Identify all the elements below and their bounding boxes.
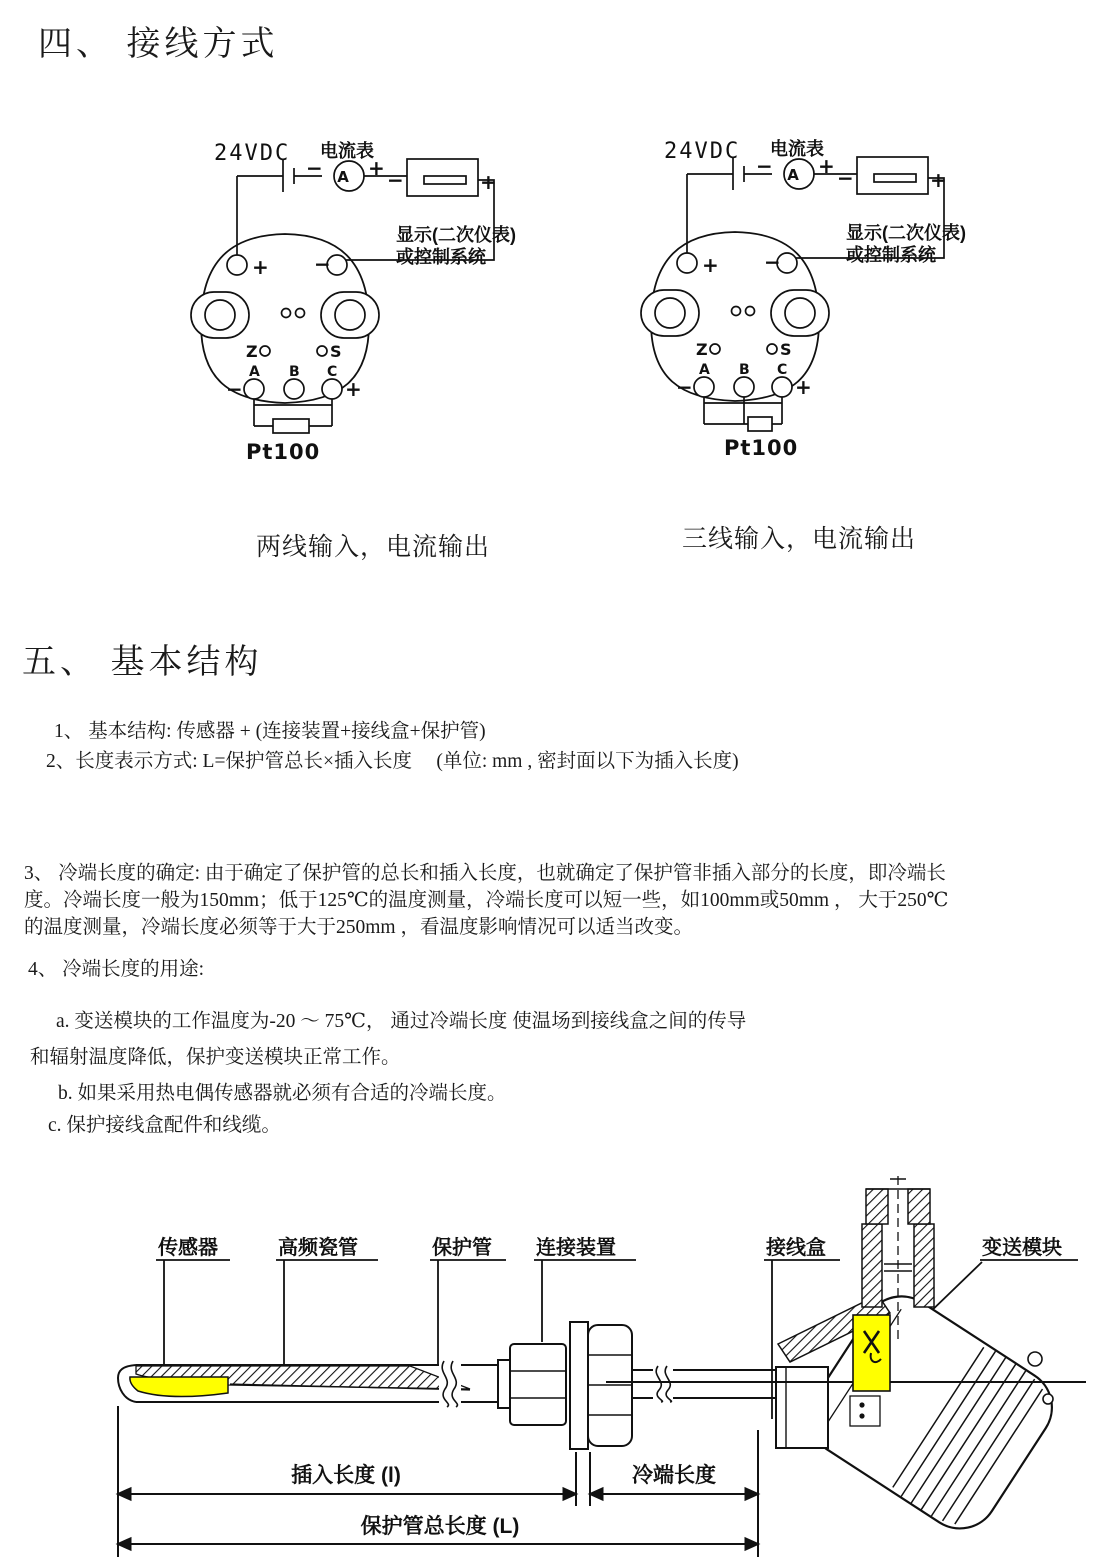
plus-sign: + (480, 170, 497, 194)
plus-sign: + (795, 375, 812, 399)
structure-item-c: c. 保护接线盒配件和线缆。 (48, 1115, 281, 1136)
total-length-label: 保护管总长度 (L) (360, 1515, 520, 1538)
label-connector: 连接装置 (536, 1237, 616, 1259)
terminal-b-label: B (289, 364, 300, 380)
minus-sign: − (676, 375, 693, 399)
tube-break-icon (653, 1366, 673, 1402)
minus-sign: − (314, 252, 331, 276)
minus-sign: − (306, 156, 323, 180)
minus-sign: − (387, 168, 404, 192)
pt100-label: Pt100 (724, 436, 799, 460)
terminal-a-label: A (249, 364, 260, 380)
structure-item-4: 4、 冷端长度的用途: (28, 959, 205, 980)
structure-item-b: b. 如果采用热电偶传感器就必须有合适的冷端长度。 (58, 1083, 507, 1104)
structure-item-2: 2、长度表示方式: L=保护管总长×插入长度 (单位: mm , 密封面以下为插入长度) (46, 751, 739, 772)
junction-box-drawing (606, 1176, 1086, 1543)
tube-break-icon (439, 1361, 461, 1407)
two-wire-wiring-diagram (172, 126, 567, 472)
minus-sign: − (756, 154, 773, 178)
terminal-s-label: S (330, 342, 342, 361)
terminal-b-label: B (739, 362, 750, 378)
plus-sign: + (930, 168, 947, 192)
pt100-three-wire-loop (704, 397, 782, 431)
plus-sign: + (252, 255, 269, 279)
pt100-resistor-icon (748, 417, 772, 431)
caption-two-wire: 两线输入，电流输出 (256, 534, 491, 561)
pt100-two-wire-loop (254, 399, 332, 433)
terminal-z-label: Z (696, 340, 708, 359)
supply-label: 24VDC (214, 141, 291, 166)
plus-sign: + (345, 377, 362, 401)
flange-icon (570, 1322, 588, 1449)
display-label-line2: 或控制系统 (846, 245, 936, 265)
section-structure-title: 五、 基本结构 (22, 644, 263, 681)
connection-device-drawing (498, 1322, 632, 1449)
display-label-line1: 显示(二次仪表) (846, 223, 966, 243)
terminal-c-label: C (777, 362, 788, 378)
plus-sign: + (702, 253, 719, 277)
structure-item-3: 3、 冷端长度的确定: 由于确定了保护管的总长和插入长度，也就确定了保护管非插入部分的长度，即冷端长度。冷端长度一般为150mm；低于125℃的温度测量，冷端长度可以短一些，如100mm或50mm ， 大于250℃的温度测量，冷端长度必须等于大于250mm ，看温度影响情况可以适当改变。 (24, 863, 949, 938)
terminal-z-label: Z (246, 342, 258, 361)
pt100-resistor-icon (273, 419, 309, 433)
terminal-s-label: S (780, 340, 792, 359)
label-junction-box: 接线盒 (766, 1237, 826, 1259)
hex-nut-icon (510, 1344, 566, 1425)
display-label-line1: 显示(二次仪表) (396, 225, 516, 245)
transmitter-module-highlight (853, 1315, 890, 1391)
structure-item-1: 1、 基本结构: 传感器 + (连接装置+接线盒+保护管) (54, 721, 486, 742)
structure-item-a: a. 变送模块的工作温度为-20 ～ 75℃， 通过冷端长度 使温场到接线盒之间的传导和辐射温度降低，保护变送模块正常工作。 (30, 1011, 747, 1068)
probe-structure-diagram (78, 1172, 1090, 1564)
label-ceramic-tube: 高频瓷管 (278, 1237, 358, 1259)
sensor-element-highlight (130, 1377, 228, 1397)
label-transmitter-module: 变送模块 (982, 1237, 1062, 1259)
ammeter-letter: A (337, 168, 349, 186)
ammeter-label: 电流表 (770, 139, 824, 159)
ammeter-letter: A (787, 166, 799, 184)
neck-boss-icon (776, 1367, 828, 1448)
minus-sign: − (226, 377, 243, 401)
display-label-line2: 或控制系统 (396, 247, 486, 267)
three-wire-wiring-diagram (622, 124, 1017, 470)
screw-icon (1028, 1352, 1042, 1366)
terminal-a-label: A (699, 362, 710, 378)
supply-label: 24VDC (664, 139, 741, 164)
plus-sign: + (368, 156, 385, 180)
label-sensor: 传感器 (158, 1237, 218, 1259)
minus-sign: − (837, 166, 854, 190)
pt100-label: Pt100 (246, 440, 321, 464)
screw-icon (1043, 1394, 1053, 1404)
caption-three-wire: 三线输入，电流输出 (682, 526, 917, 553)
terminal-c-label: C (327, 364, 338, 380)
label-protection-tube: 保护管 (432, 1237, 492, 1259)
minus-sign: − (764, 250, 781, 274)
ammeter-label: 电流表 (320, 141, 374, 161)
cold-end-length-label: 冷端长度 (632, 1464, 716, 1487)
section-wiring-title: 四、 接线方式 (38, 26, 279, 63)
insertion-length-label: 插入长度 (l) (291, 1464, 401, 1487)
plus-sign: + (818, 154, 835, 178)
